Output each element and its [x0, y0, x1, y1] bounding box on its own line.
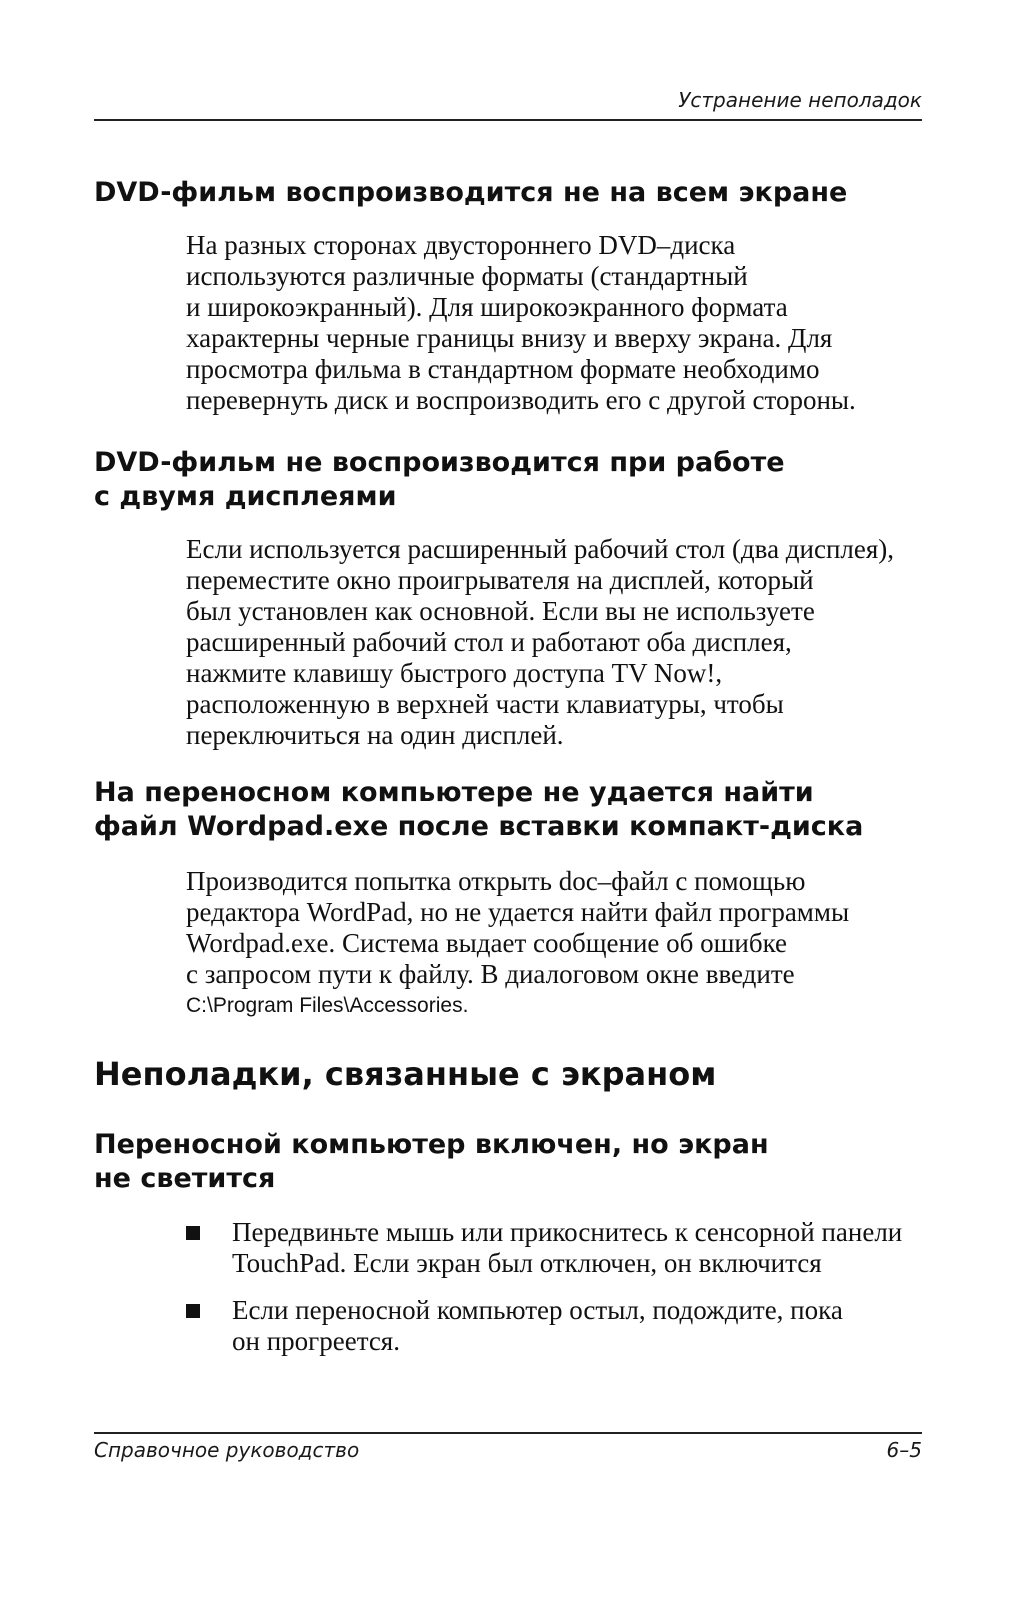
body-line: На разных сторонах двустороннего DVD–диска	[186, 230, 736, 260]
body-line: характерны черные границы внизу и вверху экрана. Для	[186, 323, 833, 353]
heading-line: Переносной компьютер включен, но экран	[94, 1129, 769, 1160]
footer-title: Справочное руководство	[94, 1438, 360, 1462]
page-number: 6–5	[886, 1438, 922, 1462]
body-line: TouchPad. Если экран был отключен, он включится	[232, 1248, 822, 1278]
section-heading-screen-dark	[94, 1128, 769, 1196]
section-heading-dvd-fullscreen	[94, 176, 847, 210]
body-line: Передвиньте мышь или прикоснитесь к сенсорной панели	[232, 1217, 903, 1247]
body-line: расположенную в верхней части клавиатуры, чтобы	[186, 689, 784, 719]
major-heading-display-problems: Неполадки, связанные с экраном	[94, 1055, 717, 1093]
section-heading-dvd-dual-display	[94, 446, 785, 514]
heading-line: На переносном компьютере не удается найти	[94, 777, 814, 808]
heading-line: DVD-фильм воспроизводится не на всем экране	[94, 177, 848, 208]
body-line: Если переносной компьютер остыл, подождите, пока	[232, 1295, 843, 1325]
body-line: переместите окно проигрывателя на дисплей, который	[186, 565, 814, 595]
body-line: просмотра фильма в стандартном формате необходимо	[186, 354, 820, 384]
list-item-text	[232, 1217, 902, 1279]
body-line: он прогреется.	[232, 1326, 400, 1356]
section-body-dvd-dual-display	[186, 534, 926, 751]
section-heading-wordpad	[94, 776, 863, 844]
body-line: редактора WordPad, но не удается найти файл программы	[186, 897, 850, 927]
footer-rule	[94, 1432, 922, 1434]
body-line: Производится попытка открыть doc–файл с помощью	[186, 866, 806, 896]
body-line: используются различные форматы (стандартный	[186, 261, 748, 291]
body-line: переключиться на один дисплей.	[186, 720, 564, 750]
body-line: с запросом пути к файлу. В диалоговом окне введите	[186, 959, 795, 989]
section-body-wordpad	[186, 866, 926, 1021]
file-path: C:\Program Files\Accessories.	[186, 994, 469, 1017]
body-line: расширенный рабочий стол и работают оба дисплея,	[186, 627, 792, 657]
bullet-square-icon	[186, 1304, 200, 1318]
list-item-text	[232, 1295, 843, 1357]
running-header: Устранение неполадок	[678, 88, 922, 112]
heading-line: не светится	[94, 1163, 276, 1194]
header-rule	[94, 119, 922, 121]
heading-line: DVD-фильм не воспроизводится при работе	[94, 447, 785, 478]
body-line: Если используется расширенный рабочий стол (два дисплея),	[186, 534, 895, 564]
body-line: перевернуть диск и воспроизводить его с другой стороны.	[186, 385, 856, 415]
heading-line: файл Wordpad.exe после вставки компакт-диска	[94, 811, 864, 842]
body-line: был установлен как основной. Если вы не используете	[186, 596, 815, 626]
heading-line: с двумя дисплеями	[94, 481, 397, 512]
bullet-square-icon	[186, 1226, 200, 1240]
body-line: Wordpad.exe. Система выдает сообщение об ошибке	[186, 928, 788, 958]
section-body-dvd-fullscreen	[186, 230, 926, 416]
body-line: нажмите клавишу быстрого доступа TV Now!,	[186, 658, 723, 688]
body-line: и широкоэкранный). Для широкоэкранного формата	[186, 292, 788, 322]
